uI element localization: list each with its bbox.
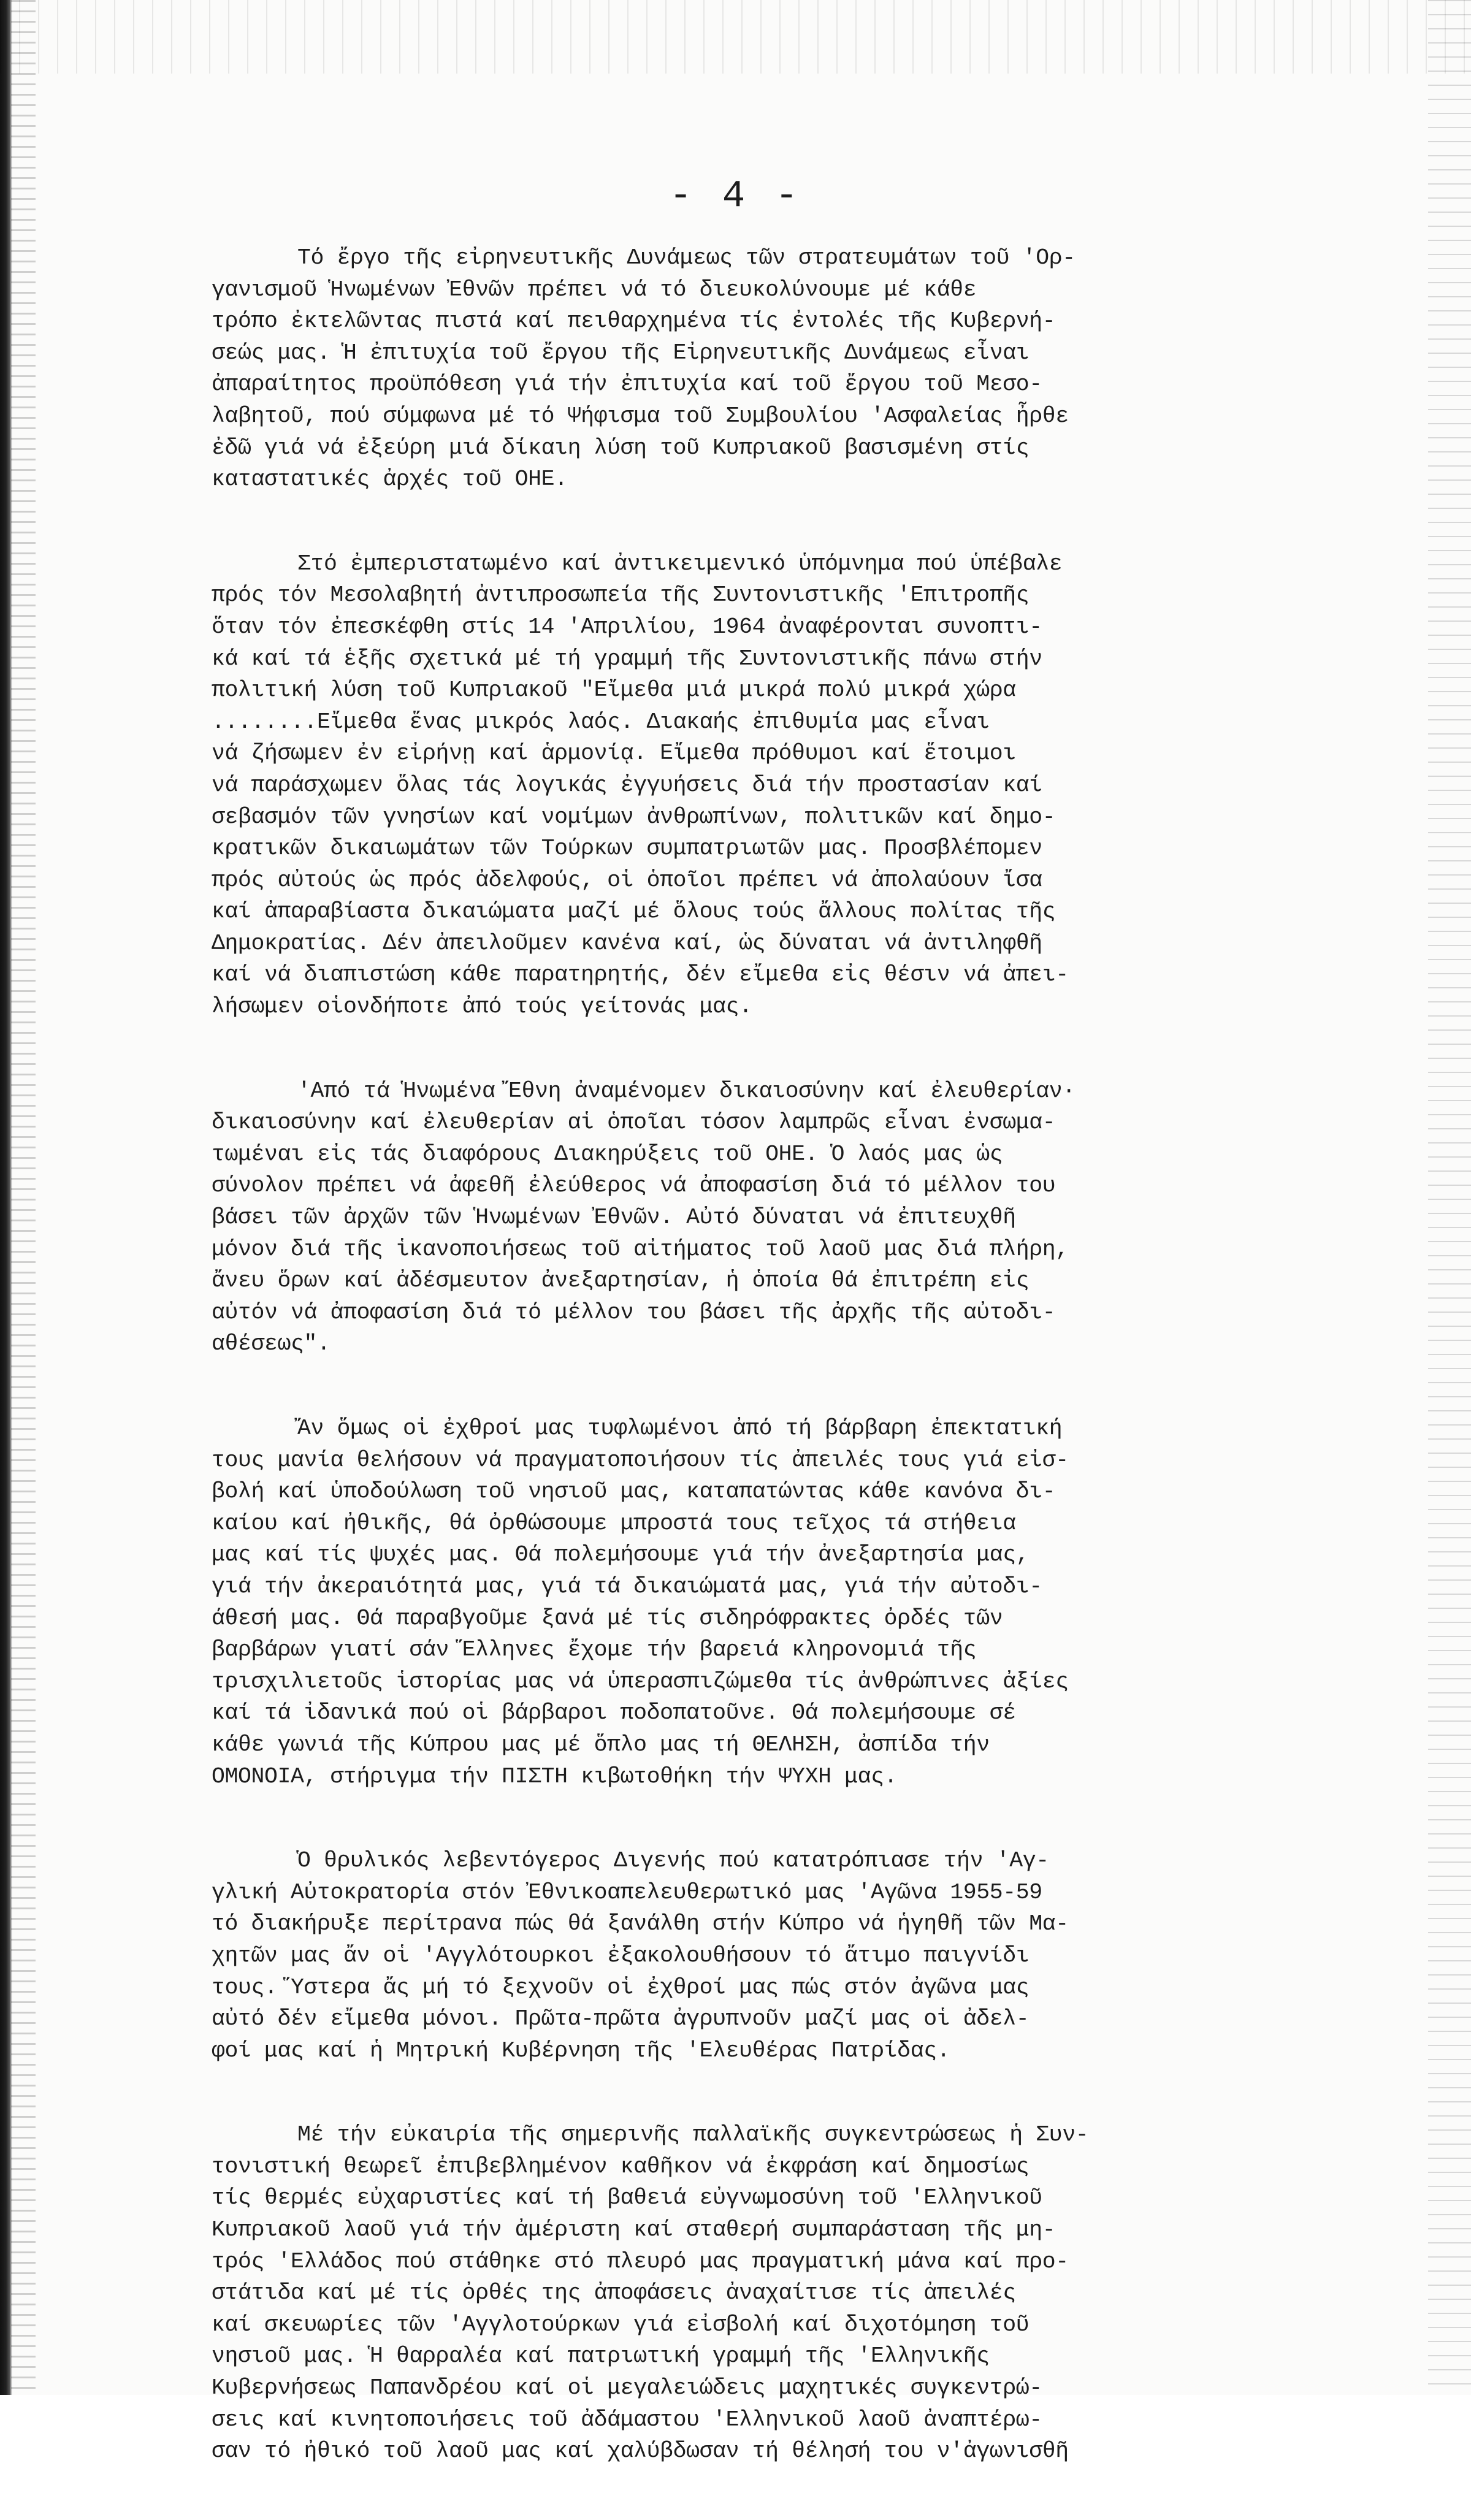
text-line: γιά τήν ἀκεραιότητά μας, γιά τά δικαιώματά μας, γιά τήν αὐτοδι- <box>212 1573 1042 1599</box>
text-line: δικαιοσύνην καί ἐλευθερίαν αἱ ὁποῖαι τόσον λαμπρῶς εἶναι ἐνσωμα- <box>212 1110 1056 1136</box>
text-line: καί σκευωρίες τῶν 'Αγγλοτούρκων γιά εἰσβολή καί διχοτόμηση τοῦ <box>212 2312 1030 2337</box>
text-line: μόνον διά τῆς ἱκανοποιήσεως τοῦ αἰτήματος τοῦ λαοῦ μας διά πλήρη, <box>212 1236 1069 1262</box>
text-line: τωμέναι εἰς τάς διαφόρους Διακηρύξεις τοῦ ΟΗΕ. Ὁ λαός μας ὡς <box>212 1141 1003 1167</box>
text-line: Μέ τήν εὐκαιρία τῆς σημερινῆς παλλαϊκῆς συγκεντρώσεως ἡ Συν- <box>297 2122 1089 2148</box>
scan-right-speckle <box>1428 0 1471 2395</box>
text-line: πολιτική λύση τοῦ Κυπριακοῦ "Εἴμεθα μιά μικρά πολύ μικρά χώρα <box>212 678 1016 703</box>
paragraph-4 <box>212 1413 1423 1792</box>
text-line: καί τά ἰδανικά πού οἱ βάρβαροι ποδοπατοῦνε. Θά πολεμήσουμε σέ <box>212 1700 1016 1726</box>
text-line: λήσωμεν οἱονδήποτε ἀπό τούς γείτονάς μας. <box>212 994 752 1020</box>
document-body <box>212 242 1423 2520</box>
text-line: νά παράσχωμεν ὅλας τάς λογικάς ἐγγυήσεις διά τήν προστασίαν καί <box>212 772 1042 798</box>
text-line: γλική Αὐτοκρατορία στόν Ἐθνικοαπελευθερωτικό μας 'Αγῶνα 1955-59 <box>212 1879 1042 1905</box>
text-line: τρός 'Ελλάδος πού στάθηκε στό πλευρό μας πραγματική μάνα καί προ- <box>212 2248 1069 2274</box>
text-line: βάσει τῶν ἀρχῶν τῶν Ἡνωμένων Ἐθνῶν. Αὐτό δύναται νά ἐπιτευχθῆ <box>212 1205 1016 1231</box>
text-line: ὅταν τόν ἐπεσκέφθη στίς 14 'Απριλίου, 1964 ἀναφέρονται συνοπτι- <box>212 614 1042 640</box>
text-line: σεβασμόν τῶν γνησίων καί νομίμων ἀνθρωπίνων, πολιτικῶν καί δημο- <box>212 804 1056 830</box>
text-line: Κυβερνήσεως Παπανδρέου καί οἱ μεγαλειώδεις μαχητικές συγκεντρώ- <box>212 2375 1042 2401</box>
text-line: ........Εἴμεθα ἕνας μικρός λαός. Διακαής ἐπιθυμία μας εἶναι <box>212 709 990 735</box>
text-line: Κυπριακοῦ λαοῦ γιά τήν ἀμέριστη καί σταθερή συμπαράσταση τῆς μη- <box>212 2217 1056 2243</box>
text-line: νησιοῦ μας. Ἡ θαρραλέα καί πατριωτική γραμμή τῆς 'Ελληνικῆς <box>212 2343 990 2369</box>
text-line: Ἄν ὅμως οἱ ἐχθροί μας τυφλωμένοι ἀπό τή βάρβαρη ἐπεκτατική <box>297 1416 1063 1441</box>
paragraph-6 <box>212 2119 1423 2467</box>
text-line: κρατικῶν δικαιωμάτων τῶν Τούρκων συμπατριωτῶν μας. Προσβλέπομεν <box>212 836 1042 861</box>
text-line: μας καί τίς ψυχές μας. Θά πολεμήσουμε γιά τήν ἀνεξαρτησία μας, <box>212 1542 1030 1568</box>
text-line: νά ζήσωμεν ἐν εἰρήνῃ καί ἁρμονίᾳ. Εἴμεθα πρόθυμοι καί ἕτοιμοι <box>212 741 1016 766</box>
text-line: τους. Ὕστερα ἄς μή τό ξεχνοῦν οἱ ἐχθροί μας πώς στόν ἀγῶνα μας <box>212 1974 1030 2000</box>
text-line: σαν τό ἠθικό τοῦ λαοῦ μας καί χαλύβδωσαν τή θέλησή του ν'ἀγωνισθῆ <box>212 2438 1069 2464</box>
text-line: τρισχιλιετοῦς ἱστορίας μας νά ὑπερασπιζώμεθα τίς ἀνθρώπινες ἀξίες <box>212 1668 1069 1694</box>
text-line: αθέσεως". <box>212 1331 330 1357</box>
text-line: τίς θερμές εὐχαριστίες καί τή βαθειά εὐγνωμοσύνη τοῦ 'Ελληνικοῦ <box>212 2185 1042 2211</box>
paragraph-3 <box>212 1075 1423 1360</box>
text-line: βολή καί ὑποδούλωση τοῦ νησιοῦ μας, καταπατώντας κάθε κανόνα δι- <box>212 1479 1056 1505</box>
text-line: στάτιδα καί μέ τίς ὀρθές της ἀποφάσεις ἀναχαίτισε τίς ἀπειλές <box>212 2280 1016 2306</box>
text-line: τους μανία θελήσουν νά πραγματοποιήσουν τίς ἀπειλές τους γιά εἰσ- <box>212 1447 1069 1473</box>
text-line: Στό ἐμπεριστατωμένο καί ἀντικειμενικό ὑπόμνημα πού ὑπέβαλε <box>297 551 1063 576</box>
text-line: γανισμοῦ Ἡνωμένων Ἐθνῶν πρέπει νά τό διευκολύνουμε μέ κάθε <box>212 277 977 302</box>
text-line: πρός τόν Μεσολαβητή ἀντιπροσωπεία τῆς Συντονιστικῆς 'Επιτροπῆς <box>212 582 1030 608</box>
text-line: τό διακήρυξε περίτρανα πώς θά ξανάλθη στήν Κύπρο νά ἡγηθῆ τῶν Μα- <box>212 1911 1069 1937</box>
text-line: χητῶν μας ἄν οἱ 'Αγγλότουρκοι ἐξακολουθήσουν τό ἄτιμο παιγνίδι <box>212 1942 1030 1968</box>
text-line: σεώς μας. Ἡ ἐπιτυχία τοῦ ἔργου τῆς Εἰρηνευτικῆς Δυνάμεως εἶναι <box>212 340 1030 365</box>
text-line: αὐτό δέν εἴμεθα μόνοι. Πρῶτα-πρῶτα ἀγρυπνοῦν μαζί μας οἱ ἀδελ- <box>212 2006 1030 2032</box>
text-line: Ὁ θρυλικός λεβεντόγερος Διγενής πού κατατρόπιασε τήν 'Αγ- <box>297 1848 1049 1874</box>
text-line: Δημοκρατίας. Δέν ἀπειλοῦμεν κανένα καί, ὡς δύναται νά ἀντιληφθῆ <box>212 930 1042 956</box>
text-line: 'Από τά Ἡνωμένα Ἔθνη ἀναμένομεν δικαιοσύνην καί ἐλευθερίαν· <box>297 1078 1076 1104</box>
text-line: καίου καί ἠθικῆς, θά ὀρθώσουμε μπροστά τους τεῖχος τά στήθεια <box>212 1510 1016 1536</box>
text-line: καί ἀπαραβίαστα δικαιώματα μαζί μέ ὅλους τούς ἄλλους πολίτας τῆς <box>212 899 1056 925</box>
text-line: τρόπο ἐκτελῶντας πιστά καί πειθαρχημένα τίς ἐντολές τῆς Κυβερνή- <box>212 308 1056 334</box>
page-number: - 4 - <box>669 174 802 218</box>
text-line: φοί μας καί ἡ Μητρική Κυβέρνηση τῆς 'Ελευθέρας Πατρίδας. <box>212 2037 950 2063</box>
text-line: ἐδῶ γιά νά ἐξεύρη μιά δίκαιη λύση τοῦ Κυπριακοῦ βασισμένη στίς <box>212 435 1030 460</box>
text-line: άθεσή μας. Θά παραβγοῦμε ξανά μέ τίς σιδηρόφρακτες ὀρδές τῶν <box>212 1605 1003 1631</box>
text-line: κά καί τά ἑξῆς σχετικά μέ τή γραμμή τῆς Συντονιστικῆς πάνω στήν <box>212 646 1042 671</box>
text-line: ΟΜΟΝΟΙΑ, στήριγμα τήν ΠΙΣΤΗ κιβωτοθήκη τήν ΨΥΧΗ μας. <box>212 1763 898 1789</box>
text-line: αὐτόν νά ἀποφασίση διά τό μέλλον του βάσει τῆς ἀρχῆς τῆς αὐτοδι- <box>212 1299 1056 1325</box>
text-line: ἀπαραίτητος προϋπόθεση γιά τήν ἐπιτυχία καί τοῦ ἔργου τοῦ Μεσο- <box>212 372 1042 397</box>
text-line: ἄνευ ὅρων καί ἀδέσμευτον ἀνεξαρτησίαν, ἡ ὁποία θά ἐπιτρέπη εἰς <box>212 1268 1030 1294</box>
paragraph-1 <box>212 242 1423 495</box>
text-line: πρός αὐτούς ὡς πρός ἀδελφούς, οἱ ὁποῖοι πρέπει νά ἀπολαύουν ἴσα <box>212 867 1042 893</box>
text-line: λαβητοῦ, πού σύμφωνα μέ τό Ψήφισμα τοῦ Συμβουλίου 'Ασφαλείας ἦρθε <box>212 403 1069 429</box>
text-line: σύνολον πρέπει νά ἀφεθῆ ἐλεύθερος νά ἀποφασίση διά τό μέλλον του <box>212 1173 1056 1199</box>
text-line: σεις καί κινητοποιήσεις τοῦ ἀδάμαστου 'Ελληνικοῦ λαοῦ ἀναπτέρω- <box>212 2407 1042 2432</box>
text-line: καταστατικές ἀρχές τοῦ ΟΗΕ. <box>212 467 568 492</box>
text-line: τονιστική θεωρεῖ ἐπιβεβλημένον καθῆκον νά ἐκφράση καί δημοσίως <box>212 2153 1030 2179</box>
paragraph-2 <box>212 548 1423 1023</box>
scan-left-edge <box>0 0 12 2395</box>
scan-left-speckle <box>11 0 36 2395</box>
text-line: καί νά διαπιστώση κάθε παρατηρητής, δέν εἴμεθα εἰς θέσιν νά ἀπει- <box>212 962 1069 988</box>
text-line: βαρβάρων γιατί σάν Ἕλληνες ἔχομε τήν βαρειά κληρονομιά τῆς <box>212 1637 977 1663</box>
text-line: Τό ἔργο τῆς εἰρηνευτικῆς Δυνάμεως τῶν στρατευμάτων τοῦ 'Ορ- <box>297 245 1076 270</box>
scan-top-noise <box>0 0 1471 74</box>
paragraph-5 <box>212 1845 1423 2066</box>
text-line: κάθε γωνιά τῆς Κύπρου μας μέ ὅπλο μας τή ΘΕΛΗΣΗ, ἀσπίδα τήν <box>212 1732 990 1757</box>
